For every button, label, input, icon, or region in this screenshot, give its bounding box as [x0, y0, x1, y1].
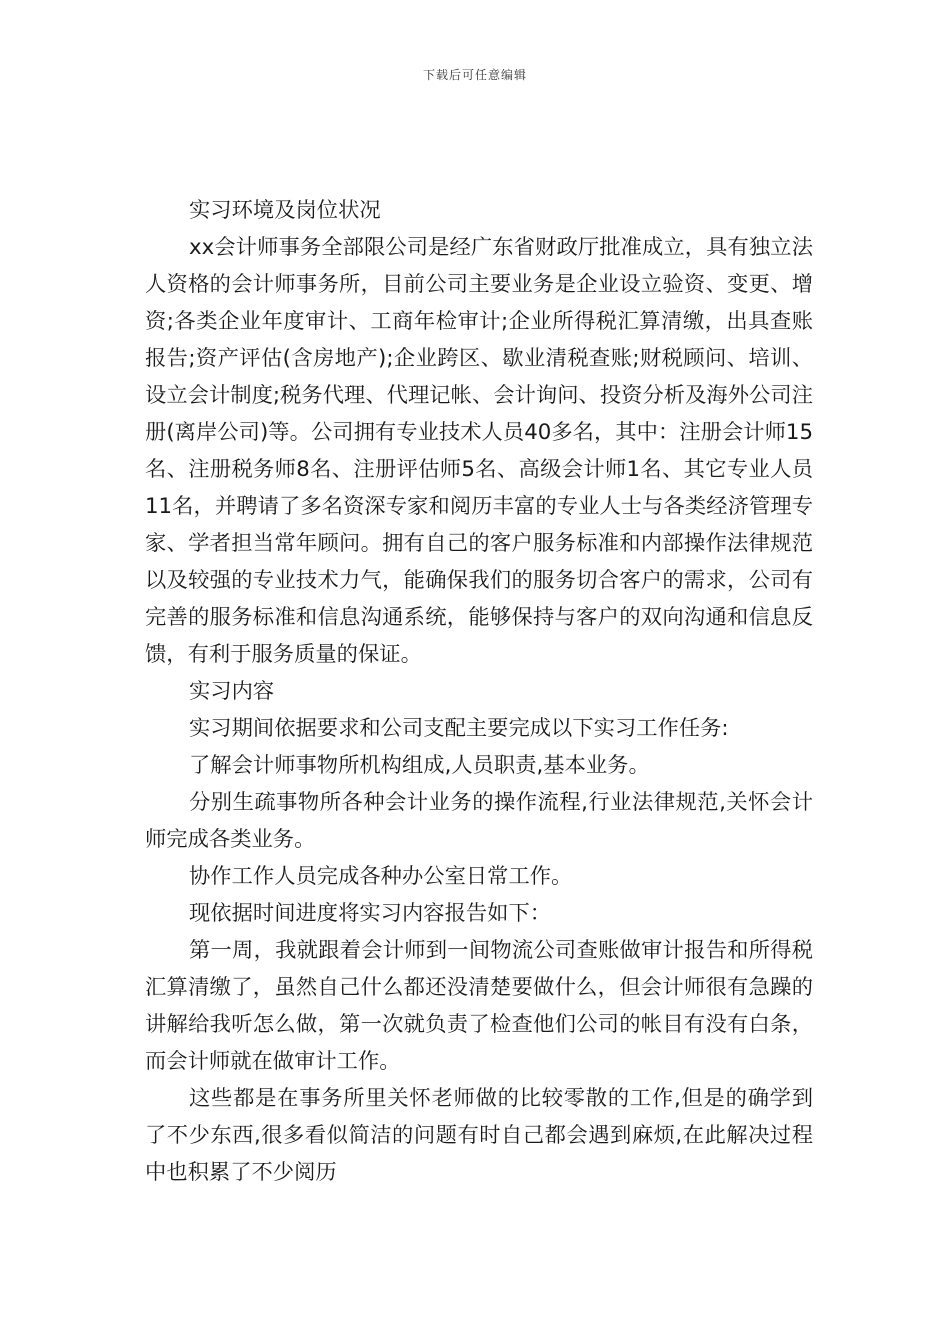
paragraph-tasks-intro: 实习期间依据要求和公司支配主要完成以下实习工作任务: [189, 716, 729, 741]
document-body [145, 192, 813, 1191]
paragraph-summary: 这些都是在事务所里关怀老师做的比较零散的工作,但是的确学到了不少东西,很多看似简洁的问题有时自己都会遇到麻烦,在此解决过程中也积累了不少阅历 [145, 1086, 813, 1185]
section-heading-environment: 实习环境及岗位状况 [189, 198, 381, 223]
paragraph-week-one: 第一周，我就跟着会计师到一间物流公司查账做审计报告和所得税汇算清缴了，虽然自己什么都还没清楚要做什么，但会计师很有急躁的讲解给我听怎么做，第一次就负责了检查他们公司的帐目有没有白条，而会计师就在做审计工作。 [145, 938, 813, 1074]
paragraph-task-1: 了解会计师事物所机构组成,人员职责,基本业务。 [189, 753, 650, 778]
section-heading-content: 实习内容 [189, 679, 275, 704]
paragraph-company-intro: xx会计师事务全部限公司是经广东省财政厅批准成立，具有独立法人资格的会计师事务所，目前公司主要业务是企业设立验资、变更、增资;各类企业年度审计、工商年检审计;企业所得税汇算清缴，出具查账报告;资产评估(含房地产);企业跨区、歇业清税查账;财税顾问、培训、设立会计制度;税务代理、代理记帐、会计询问、投资分析及海外公司注册(离岸公司)等。公司拥有专业技术人员40多名，其中：注册会计师15名、注册税务师8名、注册评估师5名、高级会计师1名、其它专业人员11名，并聘请了多名资深专家和阅历丰富的专业人士与各类经济管理专家、学者担当常年顾问。拥有自己的客户服务标准和内部操作法律规范以及较强的专业技术力气，能确保我们的服务切合客户的需求，公司有完善的服务标准和信息沟通系统，能够保持与客户的双向沟通和信息反馈，有利于服务质量的保证。 [145, 235, 813, 667]
paragraph-task-2: 分别生疏事物所各种会计业务的操作流程,行业法律规范,关怀会计师完成各类业务。 [145, 790, 813, 852]
paragraph-task-3: 协作工作人员完成各种办公室日常工作。 [189, 864, 573, 889]
header-note: 下载后可任意编辑 [422, 68, 527, 82]
paragraph-report-intro: 现依据时间进度将实习内容报告如下： [189, 901, 552, 926]
